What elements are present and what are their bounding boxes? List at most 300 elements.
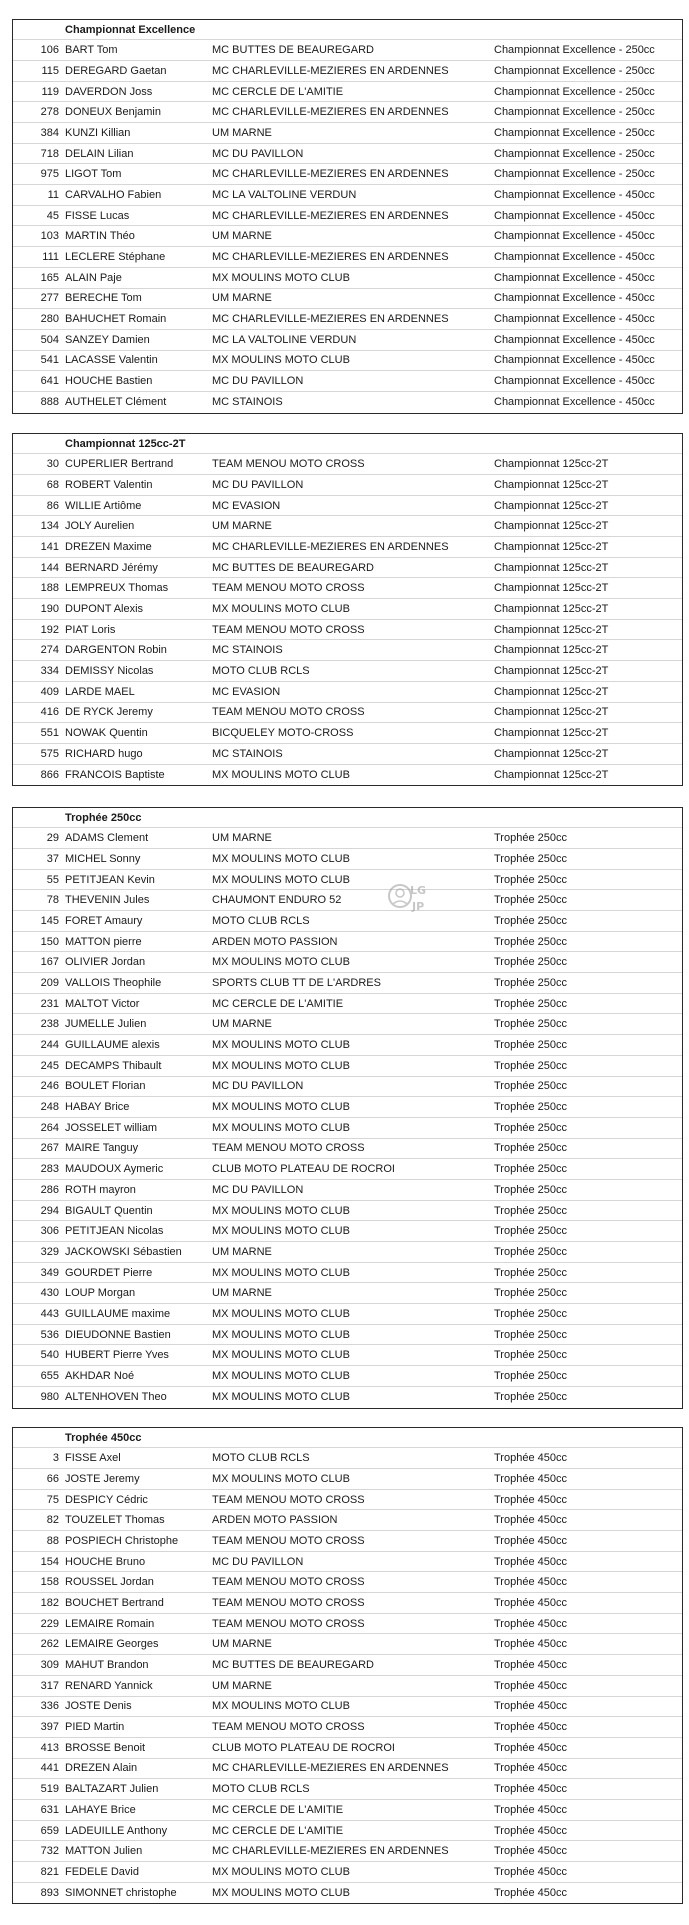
rider-name: HOUCHE Bruno [65,1555,146,1568]
rider-number: 329 [40,1245,59,1258]
table-row [13,351,682,372]
rider-name: LARDE MAEL [65,685,135,698]
rider-number: 430 [40,1287,59,1300]
rider-number: 384 [40,126,59,139]
table-row [13,1779,682,1800]
rider-category: Championnat Excellence - 450cc [494,333,655,346]
section-title: Championnat 125cc-2T [65,437,186,450]
rider-name: WILLIE Artiôme [65,499,142,512]
rider-club: UM MARNE [212,1018,272,1031]
table-row [13,1345,682,1366]
rider-club: MOTO CLUB RCLS [212,665,310,678]
rider-category: Trophée 450cc [494,1596,567,1609]
table-row [13,1118,682,1139]
table-row [13,1614,682,1635]
rider-name: JOSSELET william [65,1121,158,1134]
rider-name: HABAY Brice [65,1101,130,1114]
rider-category: Trophée 250cc [494,1183,567,1196]
rider-name: JACKOWSKI Sébastien [65,1245,182,1258]
rider-club: MC CHARLEVILLE-MEZIERES EN ARDENNES [212,106,449,119]
rider-name: AKHDAR Noé [65,1370,135,1383]
rider-club: MX MOULINS MOTO CLUB [212,852,350,865]
table-row [13,1841,682,1862]
rider-club: UM MARNE [212,1679,272,1692]
table-row [13,1676,682,1697]
rider-name: NOWAK Quentin [65,727,148,740]
table-row [13,723,682,744]
rider-name: MATTON Julien [65,1845,143,1858]
table-row [13,932,682,953]
rider-club: MOTO CLUB RCLS [212,1783,310,1796]
table-row [13,475,682,496]
rider-category: Trophée 250cc [494,1018,567,1031]
table-row [13,123,682,144]
rider-category: Trophée 450cc [494,1783,567,1796]
table-row [13,1469,682,1490]
rider-category: Championnat 125cc-2T [494,747,609,760]
rider-club: MC CERCLE DE L'AMITIE [212,85,344,98]
results-table [12,807,683,1409]
rider-category: Championnat Excellence - 250cc [494,64,655,77]
rider-category: Trophée 250cc [494,1391,567,1404]
rider-club: MC CERCLE DE L'AMITIE [212,1803,344,1816]
rider-club: MX MOULINS MOTO CLUB [212,1887,350,1900]
rider-category: Trophée 250cc [494,873,567,886]
rider-number: 540 [40,1349,59,1362]
table-row [13,164,682,185]
table-row [13,578,682,599]
rider-number: 541 [40,354,59,367]
rider-name: LACASSE Valentin [65,354,158,367]
rider-number: 68 [46,478,59,491]
rider-club: MC CHARLEVILLE-MEZIERES EN ARDENNES [212,1762,449,1775]
rider-name: DAVERDON Joss [65,85,153,98]
rider-club: MX MOULINS MOTO CLUB [212,768,350,781]
rider-club: MX MOULINS MOTO CLUB [212,1391,350,1404]
svg-text:LG: LG [410,884,427,897]
rider-number: 115 [41,64,59,77]
rider-club: TEAM MENOU MOTO CROSS [212,623,365,636]
rider-category: Trophée 450cc [494,1762,567,1775]
rider-category: Championnat Excellence - 450cc [494,375,655,388]
rider-name: LEMAIRE Georges [65,1638,159,1651]
rider-category: Championnat Excellence - 250cc [494,44,655,57]
table-row [13,289,682,310]
rider-number: 866 [40,768,59,781]
rider-category: Championnat 125cc-2T [494,727,609,740]
rider-category: Trophée 450cc [494,1824,567,1837]
rider-category: Trophée 450cc [494,1845,567,1858]
rider-category: Championnat Excellence - 450cc [494,188,655,201]
rider-category: Championnat 125cc-2T [494,768,609,781]
table-row [13,102,682,123]
rider-category: Trophée 250cc [494,935,567,948]
table-row [13,1097,682,1118]
rider-category: Trophée 250cc [494,1287,567,1300]
table-row [13,516,682,537]
table-row [13,765,682,786]
rider-name: JOSTE Jeremy [65,1472,140,1485]
rider-club: MC LA VALTOLINE VERDUN [212,333,357,346]
rider-category: Championnat Excellence - 450cc [494,209,655,222]
rider-name: ROTH mayron [65,1183,136,1196]
rider-club: MX MOULINS MOTO CLUB [212,1059,350,1072]
rider-name: FISSE Lucas [65,209,130,222]
rider-number: 975 [40,168,59,181]
rider-club: TEAM MENOU MOTO CROSS [212,1493,365,1506]
rider-club: MOTO CLUB RCLS [212,914,310,927]
table-row [13,640,682,661]
rider-club: MX MOULINS MOTO CLUB [212,1039,350,1052]
rider-club: MX MOULINS MOTO CLUB [212,1370,350,1383]
rider-club: MC CERCLE DE L'AMITIE [212,997,344,1010]
rider-category: Championnat Excellence - 450cc [494,313,655,326]
rider-name: FRANCOIS Baptiste [65,768,165,781]
rider-number: 655 [40,1370,59,1383]
rider-category: Trophée 250cc [494,956,567,969]
rider-club: MC LA VALTOLINE VERDUN [212,188,357,201]
rider-name: LOUP Morgan [65,1287,136,1300]
rider-club: MC CERCLE DE L'AMITIE [212,1824,344,1837]
rider-category: Trophée 250cc [494,1101,567,1114]
rider-name: ALAIN Paje [65,271,122,284]
rider-club: BICQUELEY MOTO-CROSS [212,727,354,740]
rider-club: MC STAINOIS [212,644,283,657]
rider-club: ARDEN MOTO PASSION [212,935,338,948]
rider-name: ADAMS Clement [65,832,149,845]
rider-number: 75 [46,1493,59,1506]
rider-category: Trophée 450cc [494,1721,567,1734]
rider-name: LADEUILLE Anthony [65,1824,168,1837]
table-row [13,1697,682,1718]
rider-number: 66 [46,1472,59,1485]
table-row [13,1759,682,1780]
rider-club: MC CHARLEVILLE-MEZIERES EN ARDENNES [212,209,449,222]
rider-number: 519 [40,1783,59,1796]
table-row [13,620,682,641]
rider-number: 536 [40,1328,59,1341]
rider-name: PETITJEAN Kevin [65,873,155,886]
rider-category: Trophée 250cc [494,1121,567,1134]
table-row [13,1139,682,1160]
rider-category: Trophée 450cc [494,1865,567,1878]
rider-category: Championnat Excellence - 450cc [494,292,655,305]
rider-category: Trophée 250cc [494,1349,567,1362]
rider-number: 154 [40,1555,59,1568]
rider-category: Trophée 450cc [494,1452,567,1465]
table-section-header [13,20,682,40]
rider-club: MX MOULINS MOTO CLUB [212,1328,350,1341]
rider-category: Trophée 250cc [494,1163,567,1176]
rider-category: Trophée 250cc [494,997,567,1010]
rider-category: Championnat 125cc-2T [494,706,609,719]
rider-category: Trophée 450cc [494,1555,567,1568]
rider-number: 309 [40,1659,59,1672]
rider-club: MX MOULINS MOTO CLUB [212,1865,350,1878]
rider-number: 134 [40,520,59,533]
table-row [13,1655,682,1676]
table-row [13,703,682,724]
rider-club: MC CHARLEVILLE-MEZIERES EN ARDENNES [212,540,449,553]
table-row [13,82,682,103]
rider-number: 106 [40,44,59,57]
rider-category: Championnat 125cc-2T [494,478,609,491]
rider-name: DREZEN Maxime [65,540,152,553]
rider-club: TEAM MENOU MOTO CROSS [212,706,365,719]
rider-number: 504 [40,333,59,346]
rider-number: 409 [40,685,59,698]
table-row [13,599,682,620]
table-row [13,1738,682,1759]
rider-name: MAUDOUX Aymeric [65,1163,164,1176]
results-table [12,433,683,786]
rider-category: Championnat 125cc-2T [494,623,609,636]
rider-club: TEAM MENOU MOTO CROSS [212,458,365,471]
table-row [13,1387,682,1408]
table-row [13,1800,682,1821]
rider-number: 45 [46,209,59,222]
rider-name: DREZEN Alain [65,1762,138,1775]
table-row [13,1366,682,1387]
rider-name: DONEUX Benjamin [65,106,161,119]
rider-name: MAIRE Tanguy [65,1142,139,1155]
rider-club: ARDEN MOTO PASSION [212,1514,338,1527]
rider-category: Trophée 450cc [494,1617,567,1630]
rider-club: UM MARNE [212,292,272,305]
table-row [13,870,682,891]
rider-name: BROSSE Benoit [65,1741,146,1754]
rider-club: CHAUMONT ENDURO 52 [212,894,342,907]
table-row [13,247,682,268]
rider-number: 334 [40,665,59,678]
rider-club: MC CHARLEVILLE-MEZIERES EN ARDENNES [212,168,449,181]
rider-number: 3 [52,1452,59,1465]
rider-name: PIED Martin [65,1721,125,1734]
table-row [13,496,682,517]
rider-category: Championnat Excellence - 250cc [494,147,655,160]
rider-number: 111 [42,251,59,264]
rider-number: 165 [40,271,59,284]
table-row [13,661,682,682]
rider-number: 821 [40,1865,59,1878]
table-row [13,1821,682,1842]
table-section-header [13,1428,682,1448]
rider-club: TEAM MENOU MOTO CROSS [212,1596,365,1609]
rider-club: MX MOULINS MOTO CLUB [212,271,350,284]
rider-club: UM MARNE [212,1638,272,1651]
rider-category: Trophée 450cc [494,1887,567,1900]
rider-number: 192 [40,623,59,636]
rider-club: MC DU PAVILLON [212,1080,304,1093]
table-row [13,206,682,227]
rider-number: 82 [46,1514,59,1527]
rider-name: CARVALHO Fabien [65,188,162,201]
rider-number: 86 [46,499,59,512]
section-title: Trophée 450cc [65,1431,142,1444]
rider-number: 229 [40,1617,59,1630]
rider-club: MX MOULINS MOTO CLUB [212,956,350,969]
table-row [13,682,682,703]
rider-club: MC DU PAVILLON [212,147,304,160]
rider-club: MX MOULINS MOTO CLUB [212,1472,350,1485]
rider-number: 264 [40,1121,59,1134]
rider-category: Trophée 250cc [494,1204,567,1217]
rider-name: DIEUDONNE Bastien [65,1328,171,1341]
rider-number: 231 [40,997,59,1010]
rider-name: MICHEL Sonny [65,852,141,865]
table-row [13,40,682,61]
rider-club: MX MOULINS MOTO CLUB [212,1225,350,1238]
rider-name: BALTAZART Julien [65,1783,159,1796]
rider-number: 277 [40,292,59,305]
rider-name: KUNZI Killian [65,126,131,139]
rider-club: MX MOULINS MOTO CLUB [212,1349,350,1362]
rider-category: Championnat 125cc-2T [494,602,609,615]
rider-category: Championnat 125cc-2T [494,540,609,553]
rider-category: Championnat 125cc-2T [494,561,609,574]
rider-club: MX MOULINS MOTO CLUB [212,1307,350,1320]
rider-club: MC BUTTES DE BEAUREGARD [212,44,374,57]
rider-name: DUPONT Alexis [65,602,144,615]
rider-name: TOUZELET Thomas [65,1514,165,1527]
rider-club: TEAM MENOU MOTO CROSS [212,1576,365,1589]
rider-category: Championnat Excellence - 450cc [494,354,655,367]
table-section-header [13,808,682,828]
rider-number: 441 [40,1762,59,1775]
rider-category: Championnat Excellence - 250cc [494,126,655,139]
rider-number: 11 [47,188,59,201]
rider-club: SPORTS CLUB TT DE L'ARDRES [212,976,381,989]
table-row [13,973,682,994]
table-row [13,144,682,165]
table-row [13,1490,682,1511]
rider-number: 306 [40,1225,59,1238]
rider-club: MC CHARLEVILLE-MEZIERES EN ARDENNES [212,313,449,326]
rider-club: MX MOULINS MOTO CLUB [212,1700,350,1713]
rider-category: Trophée 250cc [494,1328,567,1341]
table-row [13,558,682,579]
rider-name: GOURDET Pierre [65,1266,153,1279]
rider-name: DEMISSY Nicolas [65,665,154,678]
rider-name: DE RYCK Jeremy [65,706,153,719]
rider-name: FORET Amaury [65,914,143,927]
table-row [13,454,682,475]
rider-number: 55 [46,873,59,886]
rider-club: MOTO CLUB RCLS [212,1452,310,1465]
rider-number: 267 [40,1142,59,1155]
rider-name: MATTON pierre [65,935,142,948]
rider-name: BERECHE Tom [65,292,142,305]
table-row [13,1159,682,1180]
rider-name: PETITJEAN Nicolas [65,1225,164,1238]
rider-number: 150 [40,935,59,948]
rider-club: MX MOULINS MOTO CLUB [212,1121,350,1134]
table-row [13,1263,682,1284]
rider-name: BART Tom [65,44,118,57]
rider-number: 238 [40,1018,59,1031]
rider-number: 443 [40,1307,59,1320]
table-row [13,1531,682,1552]
rider-name: CUPERLIER Bertrand [65,458,174,471]
rider-name: LAHAYE Brice [65,1803,136,1816]
rider-category: Championnat 125cc-2T [494,665,609,678]
table-row [13,1448,682,1469]
rider-category: Championnat 125cc-2T [494,458,609,471]
table-row [13,1862,682,1883]
rider-number: 718 [40,147,59,160]
rider-club: MC STAINOIS [212,396,283,409]
rider-name: LEMPREUX Thomas [65,582,169,595]
rider-club: TEAM MENOU MOTO CROSS [212,1142,365,1155]
rider-name: THEVENIN Jules [65,894,150,907]
rider-category: Trophée 250cc [494,1307,567,1320]
rider-category: Trophée 250cc [494,852,567,865]
rider-name: LEMAIRE Romain [65,1617,155,1630]
table-row [13,1717,682,1738]
rider-category: Trophée 250cc [494,914,567,927]
rider-category: Championnat 125cc-2T [494,685,609,698]
rider-number: 190 [40,602,59,615]
rider-category: Trophée 450cc [494,1534,567,1547]
rider-number: 575 [40,747,59,760]
table-row [13,371,682,392]
rider-club: MX MOULINS MOTO CLUB [212,354,350,367]
rider-club: MC EVASION [212,499,281,512]
rider-name: SIMONNET christophe [65,1887,177,1900]
rider-number: 286 [40,1183,59,1196]
rider-number: 182 [40,1596,59,1609]
rider-number: 158 [40,1576,59,1589]
rider-name: ROUSSEL Jordan [65,1576,154,1589]
table-row [13,890,682,911]
rider-number: 29 [46,832,59,845]
rider-club: UM MARNE [212,832,272,845]
rider-category: Trophée 250cc [494,976,567,989]
rider-number: 280 [40,313,59,326]
rider-club: UM MARNE [212,520,272,533]
rider-club: TEAM MENOU MOTO CROSS [212,1721,365,1734]
table-row [13,1593,682,1614]
table-row [13,994,682,1015]
rider-name: PIAT Loris [65,623,116,636]
rider-category: Championnat Excellence - 250cc [494,168,655,181]
rider-name: RENARD Yannick [65,1679,153,1692]
rider-number: 416 [40,706,59,719]
rider-name: MARTIN Théo [65,230,135,243]
rider-number: 248 [40,1101,59,1114]
rider-name: GUILLAUME alexis [65,1039,160,1052]
rider-number: 141 [40,540,59,553]
rider-category: Trophée 250cc [494,1080,567,1093]
rider-category: Trophée 250cc [494,832,567,845]
rider-number: 145 [40,914,59,927]
rider-category: Trophée 450cc [494,1679,567,1692]
section-title: Championnat Excellence [65,23,196,36]
rider-name: JOLY Aurelien [65,520,135,533]
table-row [13,537,682,558]
table-row [13,1077,682,1098]
rider-number: 349 [40,1266,59,1279]
rider-category: Trophée 250cc [494,1370,567,1383]
rider-club: MC EVASION [212,685,281,698]
rider-name: ROBERT Valentin [65,478,153,491]
table-row [13,1510,682,1531]
rider-number: 167 [40,956,59,969]
rider-club: CLUB MOTO PLATEAU DE ROCROI [212,1163,395,1176]
rider-name: DESPICY Cédric [65,1493,148,1506]
rider-name: BOUCHET Bertrand [65,1596,164,1609]
table-row [13,1014,682,1035]
